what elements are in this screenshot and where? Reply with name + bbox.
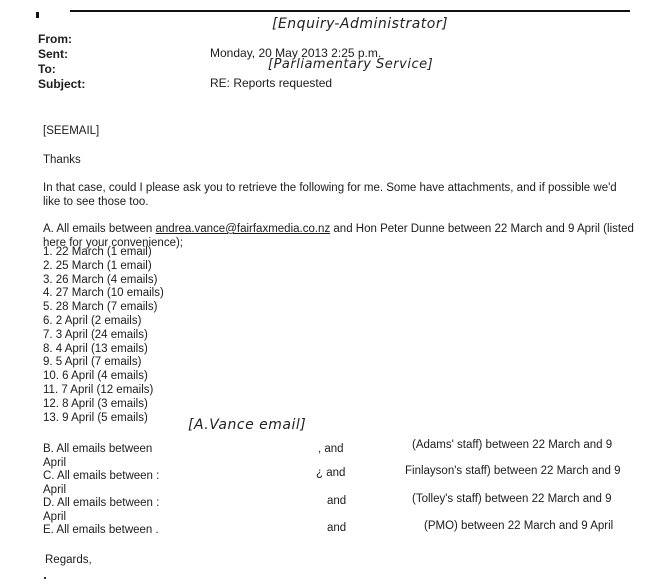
sent-label: Sent: [38,47,68,61]
redaction-vance-note: [A.Vance email] [188,417,307,433]
item-c-right: Finlayson's staff) between 22 March and 9 [405,465,621,477]
item-a-email-link[interactable]: andrea.vance@fairfaxmedia.co.nz [155,223,331,235]
list-item: 12. 8 April (3 emails) [43,397,148,410]
redaction-from-note: [Enquiry-Administrator] [272,16,449,32]
intro-line-1: In that case, could I please ask you to retrieve the following for me. Some have attachments, and if possible we'd [43,182,617,194]
subject-value: RE: Reports requested [210,76,333,90]
subject-label: Subject: [38,77,86,91]
item-a-line-2: here for your convenience); [43,237,183,249]
regards-line: Regards, [45,554,92,566]
item-c-cont: April [43,484,67,496]
sent-value: Monday, 20 May 2013 2:25 p.m. [210,46,382,60]
item-d-left: D. All emails between : [43,497,160,509]
item-e-right: (PMO) between 22 March and 9 April [424,520,614,532]
item-b-left: B. All emails between [43,443,153,455]
item-c-mid: ¿ and [316,467,346,479]
item-b-right: (Adams' staff) between 22 March and 9 [412,439,613,451]
list-item: 8. 4 April (13 emails) [43,342,148,355]
list-item: 6. 2 April (2 emails) [43,314,142,327]
list-item: 9. 5 April (7 emails) [43,356,142,369]
item-a-suffix: and Hon Peter Dunne between 22 March and 9 April (listed [330,223,634,235]
scan-speck [44,577,46,579]
top-rule [70,10,630,12]
list-item: 1. 22 March (1 email) [43,246,152,258]
list-item: 5. 28 March (7 emails) [43,301,158,314]
list-item: 13. 9 April (5 emails) [43,411,148,424]
to-label: To: [38,62,56,76]
list-item: 4. 27 March (10 emails) [43,287,164,300]
item-e-left: E. All emails between . [43,524,159,536]
list-item: 2. 25 March (1 email) [43,259,152,272]
date-list [43,246,164,425]
list-item: 11. 7 April (12 emails) [43,383,154,396]
item-a-prefix: A. All emails between [43,223,156,235]
item-a-line-1 [43,222,634,236]
thanks-line: Thanks [43,154,81,166]
item-d-right: (Tolley's staff) between 22 March and 9 [412,493,612,505]
item-d-mid: and [327,495,347,507]
item-c-left: C. All emails between : [43,470,160,482]
item-b-mid: , and [318,443,344,455]
item-d-cont: April [43,511,67,523]
item-e-mid: and [327,522,347,534]
list-item: 3. 26 March (4 emails) [43,273,158,286]
scan-mark [36,12,39,18]
intro-line-2: like to see those too. [43,196,149,208]
seemail-tag: [SEEMAIL] [43,125,100,137]
redaction-to-note: [Parliamentary Service] [268,57,434,72]
from-label: From: [38,32,72,46]
item-b-cont: April [43,457,67,469]
list-item: 7. 3 April (24 emails) [43,328,148,341]
list-item: 10. 6 April (4 emails) [43,370,148,383]
